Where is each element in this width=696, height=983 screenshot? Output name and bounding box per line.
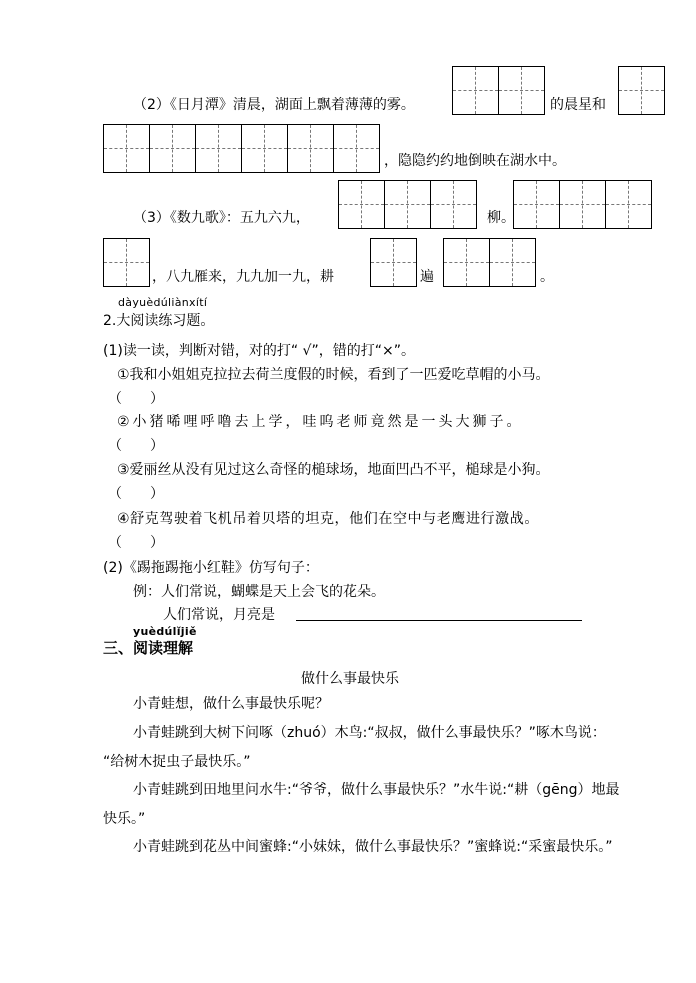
sec3-pinyin: yuèdúlǐjiě [133, 625, 197, 638]
answer-grid-q2c[interactable] [103, 124, 380, 173]
sec2-pinyin: dàyuèdúliànxítí [118, 296, 208, 309]
q2-prefix: （2）《日月潭》清晨，湖面上飘着薄薄的雾。 [133, 97, 415, 113]
passage-line-2: 小青蛙跳到大树下问啄（zhuó）木鸟:“叔叔，做什么事最快乐？”啄木鸟说： [133, 725, 606, 741]
answer-grid-q3e[interactable] [443, 238, 536, 287]
item-3-text: ③爱丽丝从没有见过这么奇怪的槌球场，地面凹凸不平，槌球是小狗。 [117, 462, 550, 478]
answer-grid-q3c[interactable] [103, 238, 150, 287]
item-4-text: ④舒克驾驶着飞机吊着贝塔的坦克，他们在空中与老鹰进行激战。 [117, 511, 539, 527]
passage-title: 做什么事最快乐 [301, 671, 399, 687]
sec2-title: 2.大阅读练习题。 [103, 313, 215, 329]
answer-line[interactable] [296, 606, 582, 621]
sub2-title: (2)《踢拖踢拖小红鞋》仿写句子： [103, 560, 319, 576]
q2-mid: 的晨星和 [550, 97, 606, 113]
answer-grid-q3a[interactable] [338, 180, 477, 229]
answer-grid-q3d[interactable] [370, 238, 417, 287]
q3-line2: ，八九雁来，九九加一九，耕 [152, 269, 334, 285]
q3-liu: 柳。 [487, 210, 515, 226]
item-2-text: ②小猪唏哩呼噜去上学，哇呜老师竟然是一头大狮子。 [117, 414, 524, 430]
answer-grid-q3b[interactable] [513, 180, 652, 229]
q3-prefix: （3）《数九歌》：五九六九， [133, 210, 310, 226]
passage-line-5: 快乐。” [103, 811, 146, 827]
answer-grid-q2b[interactable] [618, 66, 665, 115]
item-1-text: ①我和小姐姐克拉拉去荷兰度假的时候，看到了一匹爱吃草帽的小马。 [117, 367, 550, 383]
sub1-title: (1)读一读，判断对错，对的打“ √”，错的打“×”。 [103, 343, 415, 359]
passage-line-1: 小青蛙想，做什么事最快乐呢？ [133, 696, 329, 712]
fill-prompt: 人们常说，月亮是 [163, 607, 275, 623]
passage-line-4: 小青蛙跳到田地里问水牛:“爷爷，做什么事最快乐？”水牛说:“耕（gēng）地最 [133, 782, 620, 798]
q2-suffix: ，隐隐约约地倒映在湖水中。 [384, 153, 566, 169]
item-4-answer[interactable]: （ ） [108, 535, 164, 551]
q3-bian: 遍 [420, 269, 434, 285]
example-sentence: 例：人们常说，蝴蝶是天上会飞的花朵。 [133, 584, 385, 600]
q3-end: 。 [540, 269, 554, 285]
item-1-answer[interactable]: （ ） [108, 391, 164, 407]
sec3-title: 三、阅读理解 [103, 639, 194, 657]
passage-line-3: “给树木捉虫子最快乐。” [103, 754, 251, 770]
passage-line-6: 小青蛙跳到花丛中间蜜蜂:“小妹妹，做什么事最快乐？”蜜蜂说:“采蜜最快乐。” [133, 839, 613, 855]
item-3-answer[interactable]: （ ） [108, 486, 164, 502]
answer-grid-q2a[interactable] [452, 66, 545, 115]
item-2-answer[interactable]: （ ） [108, 438, 164, 454]
